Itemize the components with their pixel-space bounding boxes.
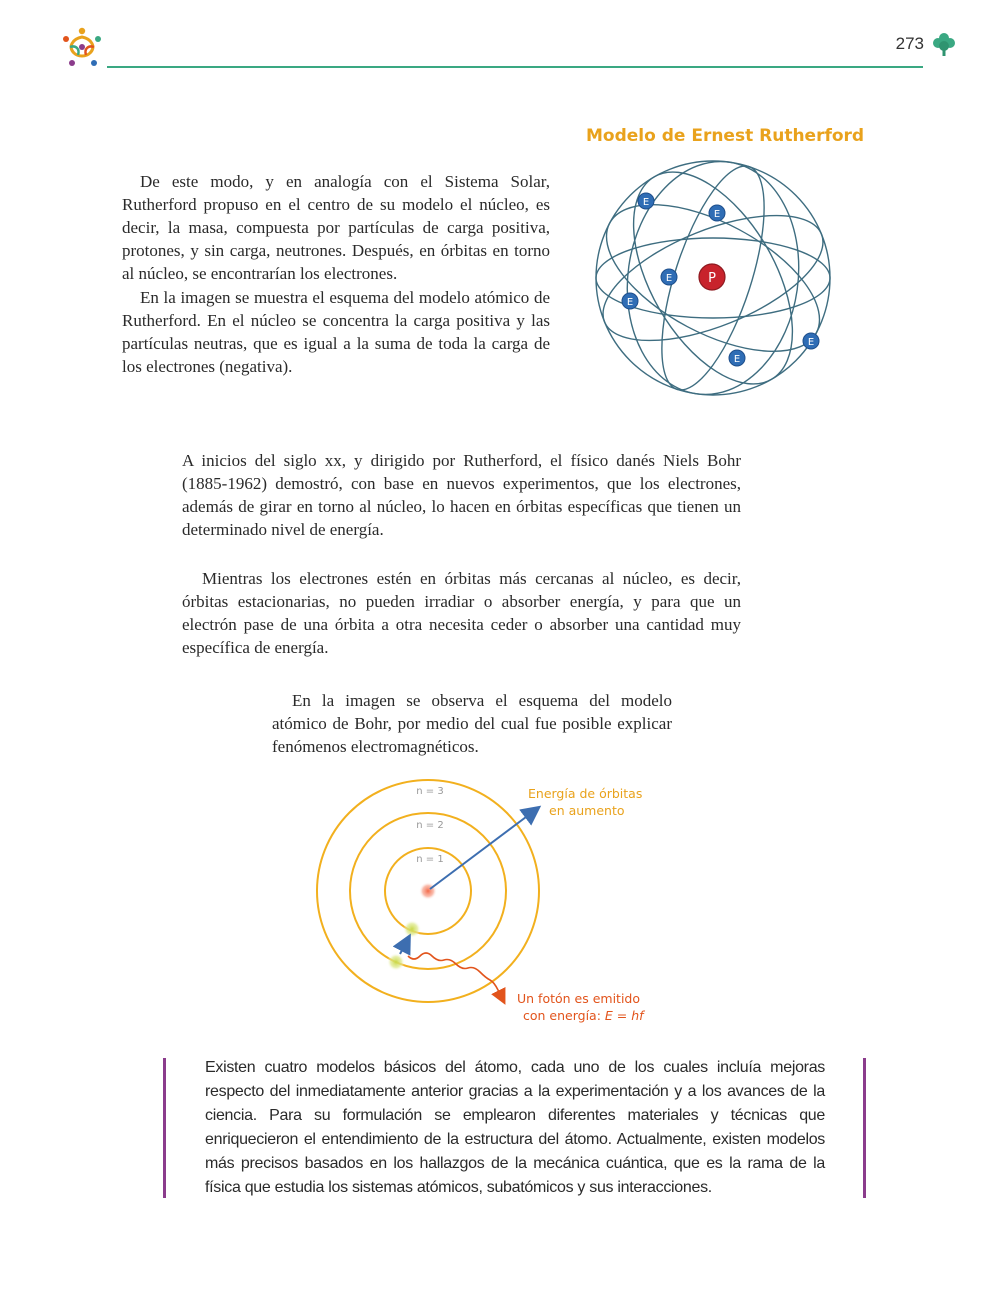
paragraph-bohr-intro: A inicios del siglo xx, y dirigido por Rutherford, el físico danés Niels Bohr (1885-1962) demostró, con base en nuevos experimentos, que los electrones, además de girar en torno al núcleo, lo hacen en órbitas específicas que tienen un determinado nivel de energía. [182,451,741,539]
tree-icon [932,32,956,58]
publisher-logo-icon [58,25,106,69]
electron-label: E [642,197,650,208]
energy-arrow [430,808,538,889]
photon-formula: E = hf [604,1008,644,1023]
bohr-atom-diagram [312,776,662,1032]
electron [803,333,819,349]
rutherford-atom-diagram [585,153,840,403]
electron [638,193,654,209]
electron-label: E [626,297,634,308]
page-number: 273 [895,34,924,53]
photon-label-line2: con energía: E = hf [523,1008,644,1023]
electron-label: E [733,354,741,365]
orbit-label-n2: n = 2 [416,820,444,831]
proton-label: P [708,271,716,286]
rutherford-figure-title: Modelo de Ernest Rutherford [586,126,865,146]
photon-wave [408,953,504,1002]
orbit-label-n3: n = 3 [416,786,444,797]
electron-label: E [665,273,673,284]
transition-arrow [400,937,409,954]
note-bar-left [163,1058,166,1198]
electron-n2 [403,920,421,938]
proton [699,264,725,290]
note-bar-right [863,1058,866,1198]
electron [729,350,745,366]
atom-models-note: Existen cuatro modelos básicos del átomo, cada uno de los cuales incluía mejoras respecto del inmediatamente anterior gracias a la experimentación y a los avances de la ciencia. Para su formulación se emplearon diferentes materiales y técnicas que enriquecieron el entendimiento de la estructura del átomo. Actualmente, existen modelos más precisos basados en los hallazgos de la mecánica cuántica, que es la rama de la física que estudia los sistemas atómicos, subatómicos y sus interacciones. [205,1059,825,1196]
paragraph-bohr-image: En la imagen se observa el esquema del modelo atómico de Bohr, por medio del cual fue posible explicar fenómenos electromagnéticos. [272,691,672,756]
electron-label: E [807,337,815,348]
paragraph-rutherford-nucleus: De este modo, y en analogía con el Sistema Solar, Rutherford propuso en el centro de su modelo el núcleo, es decir, la masa, compuesta por partículas de carga positiva, protones, y sin carga, neutrones. Después, en órbitas en torno al núcleo, se encontrarían los electrones. [122,172,550,283]
electron-label: E [713,209,721,220]
header-rule [107,66,923,68]
electron-n3 [387,953,405,971]
electron [622,293,638,309]
paragraph-stationary-orbits: Mientras los electrones estén en órbitas más cercanas al núcleo, es decir, órbitas estacionarias, no pueden irradiar o absorber energía, y para que un electrón pase de una órbita a otra necesita ceder o absorber una cantidad muy específica de energía. [182,569,741,657]
electron [661,269,677,285]
electron [709,205,725,221]
energy-label-line1: Energía de órbitas [528,786,643,801]
photon-label-line1: Un fotón es emitido [517,991,641,1006]
paragraph-rutherford-image: En la imagen se muestra el esquema del modelo atómico de Rutherford. En el núcleo se concentra la carga positiva y las partículas neutras, que es igual a la suma de toda la carga de los electrones (negativa). [122,288,550,376]
orbit-label-n1: n = 1 [416,854,444,865]
energy-label-line2: en aumento [549,803,625,818]
